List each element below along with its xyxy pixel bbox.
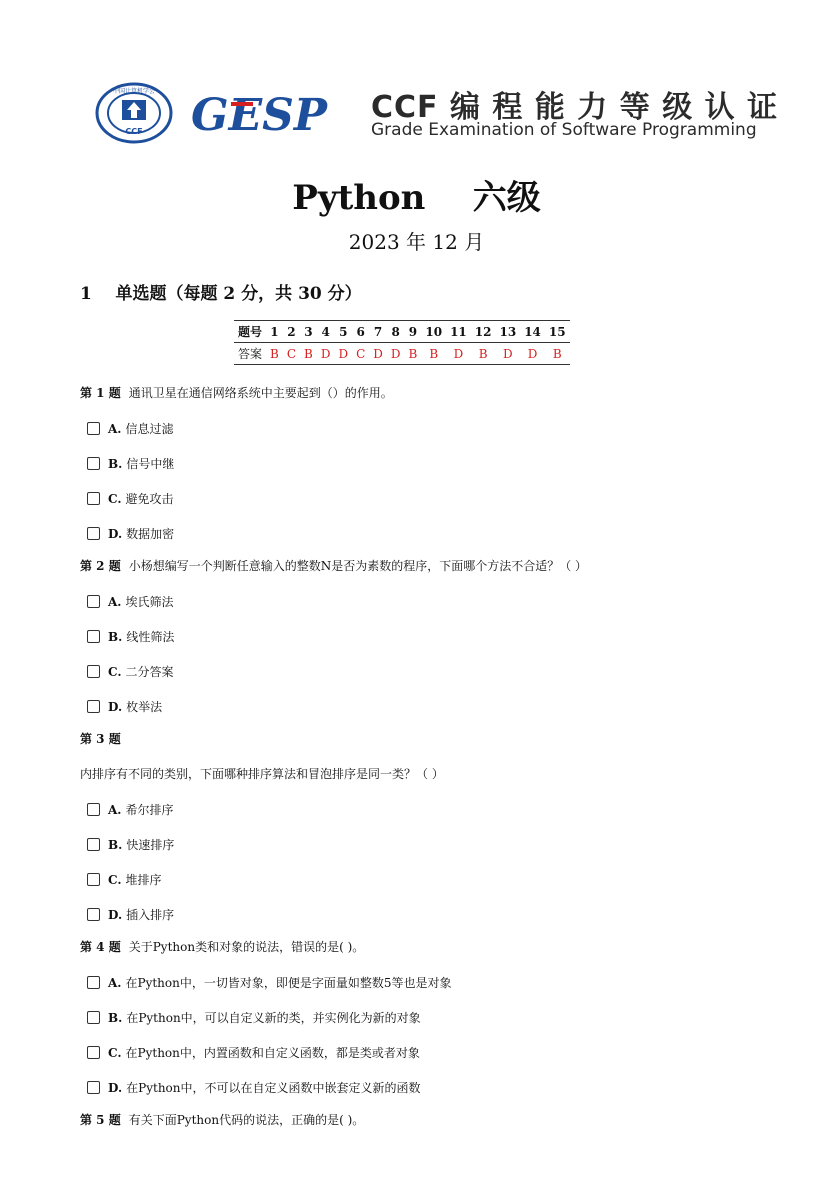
answer-cell: B <box>429 346 439 361</box>
option-letter: C. <box>108 1045 122 1060</box>
answer-table <box>234 320 570 365</box>
answer-cell: B <box>552 346 562 361</box>
option-checkbox[interactable] <box>87 908 100 921</box>
document-title: Python 六级 <box>292 178 541 218</box>
option-text: 插入排序 <box>126 908 175 922</box>
answer-option[interactable] <box>87 628 174 645</box>
question-number: 第 4 题 <box>80 940 121 954</box>
answer-cell: D <box>338 346 349 361</box>
answer-option[interactable] <box>87 871 162 888</box>
option-letter: B. <box>108 1010 123 1025</box>
option-text: 在Python中，不可以在自定义函数中嵌套定义新的函数 <box>126 1081 421 1095</box>
option-checkbox[interactable] <box>87 630 100 643</box>
answer-cell: B <box>270 346 279 361</box>
answer-option[interactable] <box>87 906 174 923</box>
question-stem <box>80 557 587 574</box>
option-text: 枚举法 <box>126 700 163 714</box>
answer-cell: D <box>453 346 464 361</box>
option-letter: C. <box>108 491 122 506</box>
answer-option[interactable] <box>87 525 174 542</box>
option-text: 线性筛法 <box>126 630 175 644</box>
question-stem <box>80 384 393 401</box>
question-number-cell: 5 <box>334 321 352 343</box>
option-letter: A. <box>108 975 122 990</box>
gesp-logo-text: GESP <box>191 90 327 138</box>
answer-option[interactable] <box>87 801 174 818</box>
question-text: 关于Python类和对象的说法，错误的是( )。 <box>128 940 365 954</box>
option-text: 信息过滤 <box>125 422 174 436</box>
answer-cell: B <box>408 346 418 361</box>
answer-cell: D <box>373 346 383 361</box>
certification-title: CCF 编 程 能 力 等 级 认 证 <box>371 90 779 125</box>
option-text: 在Python中，一切皆对象，即便是字面量如整数5等也是对象 <box>125 976 452 990</box>
answer-label: 答案 <box>238 347 263 361</box>
answer-option[interactable] <box>87 974 452 991</box>
question-number-cell: 2 <box>283 321 300 343</box>
question-number: 第 1 题 <box>80 386 121 400</box>
question-number-cell: 8 <box>387 321 405 343</box>
option-letter: B. <box>108 837 123 852</box>
option-text: 在Python中，内置函数和自定义函数，都是类或者对象 <box>125 1046 420 1060</box>
question-text: 通讯卫星在通信网络系统中主要起到（）的作用。 <box>128 386 393 400</box>
option-letter: D. <box>108 699 123 714</box>
question-stem <box>80 730 129 747</box>
answer-cell: B <box>304 346 313 361</box>
answer-cell: D <box>390 346 401 361</box>
question-text: 内排序有不同的类别，下面哪种排序算法和冒泡排序是同一类？（ ） <box>80 767 444 781</box>
answer-option[interactable] <box>87 455 174 472</box>
option-checkbox[interactable] <box>87 422 100 435</box>
question-number-cell: 14 <box>520 321 545 343</box>
question-number-cell: 13 <box>495 321 520 343</box>
option-letter: A. <box>108 594 122 609</box>
option-checkbox[interactable] <box>87 838 100 851</box>
seal-text-bottom: CCF <box>125 127 143 136</box>
answer-table-answer-row <box>234 343 570 365</box>
exam-header <box>95 82 779 144</box>
option-letter: D. <box>108 526 123 541</box>
option-checkbox[interactable] <box>87 803 100 816</box>
question-number: 第 2 题 <box>80 559 121 573</box>
answer-option[interactable] <box>87 1009 421 1026</box>
option-letter: A. <box>108 802 122 817</box>
answer-table-header-row <box>234 321 570 343</box>
option-letter: C. <box>108 664 122 679</box>
option-checkbox[interactable] <box>87 665 100 678</box>
question-number: 第 5 题 <box>80 1113 121 1127</box>
question-number-label: 题号 <box>234 321 266 343</box>
option-letter: B. <box>108 456 123 471</box>
answer-option[interactable] <box>87 1079 421 1096</box>
option-text: 二分答案 <box>125 665 174 679</box>
option-text: 希尔排序 <box>125 803 174 817</box>
option-text: 在Python中，可以自定义新的类，并实例化为新的对象 <box>126 1011 421 1025</box>
answer-cell: B <box>478 346 488 361</box>
option-letter: D. <box>108 907 123 922</box>
option-checkbox[interactable] <box>87 873 100 886</box>
question-number-cell: 15 <box>545 321 570 343</box>
answer-cell: C <box>356 346 366 361</box>
question-text: 小杨想编写一个判断任意输入的整数N是否为素数的程序，下面哪个方法不合适？（ ） <box>128 559 588 573</box>
option-text: 埃氏筛法 <box>125 595 174 609</box>
option-checkbox[interactable] <box>87 492 100 505</box>
option-text: 堆排序 <box>125 873 162 887</box>
answer-cell: C <box>286 346 297 361</box>
answer-cell: D <box>527 346 538 361</box>
option-text: 数据加密 <box>126 527 175 541</box>
question-number-cell: 10 <box>421 321 446 343</box>
option-checkbox[interactable] <box>87 1081 100 1094</box>
option-checkbox[interactable] <box>87 595 100 608</box>
option-text: 信号中继 <box>126 457 175 471</box>
option-letter: D. <box>108 1080 123 1095</box>
question-number-cell: 11 <box>446 321 471 343</box>
option-checkbox[interactable] <box>87 700 100 713</box>
document-date: 2023 年 12 月 <box>348 230 485 254</box>
option-text: 快速排序 <box>126 838 175 852</box>
option-letter: B. <box>108 629 123 644</box>
question-stem <box>80 938 364 955</box>
answer-option[interactable] <box>87 836 174 853</box>
certification-subtitle: Grade Examination of Software Programming <box>371 120 757 140</box>
option-checkbox[interactable] <box>87 457 100 470</box>
option-checkbox[interactable] <box>87 527 100 540</box>
answer-option[interactable] <box>87 490 174 507</box>
answer-option[interactable] <box>87 420 174 437</box>
question-number: 第 3 题 <box>80 732 121 746</box>
question-number-cell: 3 <box>300 321 317 343</box>
answer-option[interactable] <box>87 698 162 715</box>
option-checkbox[interactable] <box>87 1011 100 1024</box>
question-number-cell: 7 <box>369 321 387 343</box>
option-letter: A. <box>108 421 122 436</box>
section-heading: 1 单选题（每题 2 分，共 30 分） <box>80 284 362 304</box>
question-number-cell: 9 <box>405 321 422 343</box>
answer-option[interactable] <box>87 1044 420 1061</box>
gesp-logo <box>191 88 343 138</box>
question-number-cell: 1 <box>266 321 283 343</box>
option-letter: C. <box>108 872 122 887</box>
answer-option[interactable] <box>87 593 174 610</box>
option-text: 避免攻击 <box>125 492 174 506</box>
question-stem <box>80 1111 364 1128</box>
seal-text-top: 中国计算机学会 <box>112 88 156 95</box>
question-number-cell: 6 <box>352 321 369 343</box>
ccf-seal-logo <box>95 82 173 144</box>
answer-cell: D <box>503 346 513 361</box>
question-number-cell: 4 <box>317 321 335 343</box>
question-text: 有关下面Python代码的说法，正确的是( )。 <box>128 1113 365 1127</box>
option-checkbox[interactable] <box>87 1046 100 1059</box>
option-checkbox[interactable] <box>87 976 100 989</box>
question-number-cell: 12 <box>471 321 496 343</box>
answer-option[interactable] <box>87 663 174 680</box>
answer-cell: D <box>320 346 331 361</box>
